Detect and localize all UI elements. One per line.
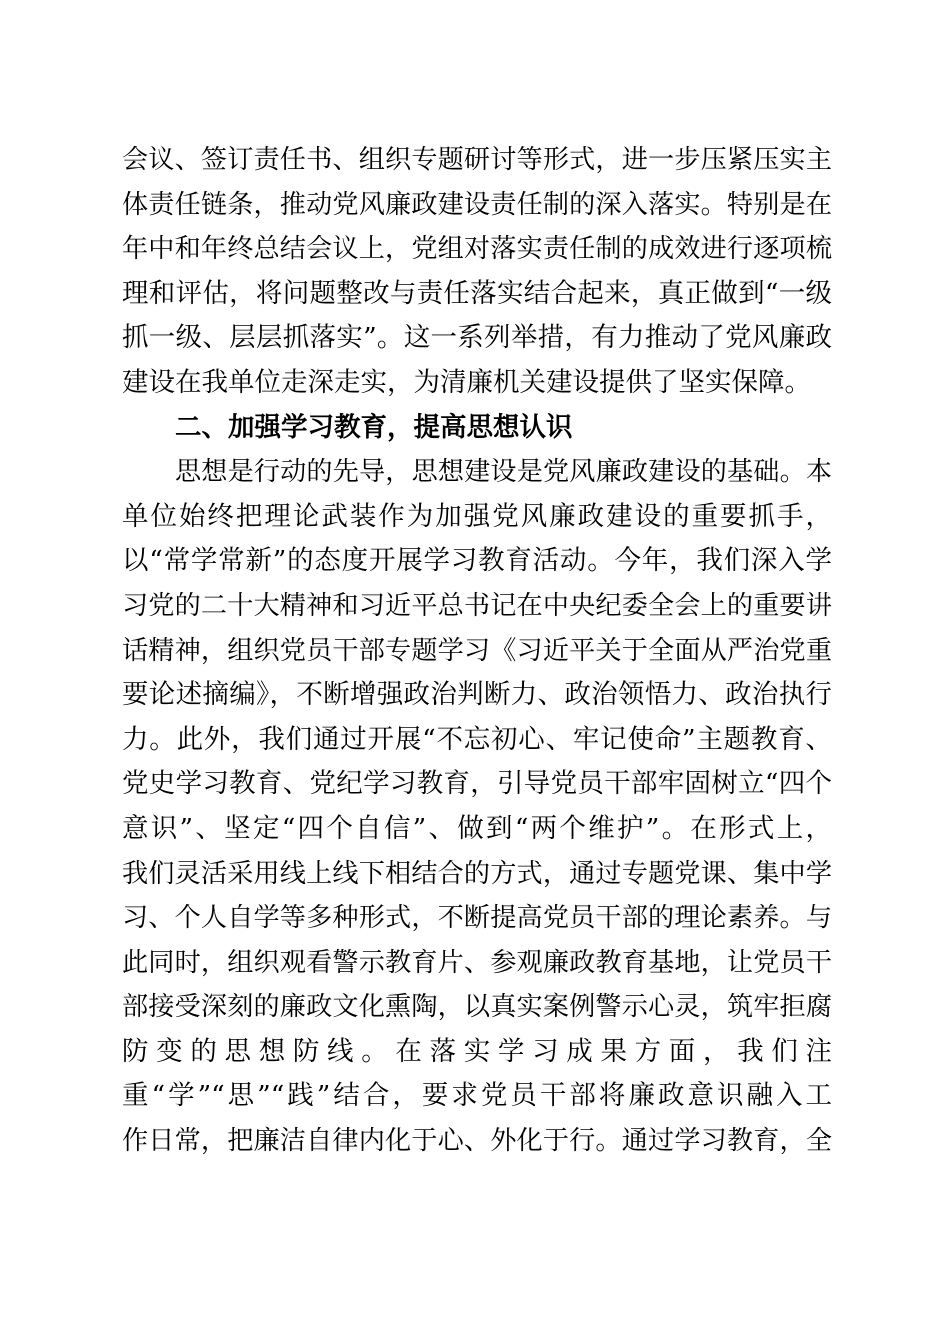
text-line: 建设在我单位走深走实，为清廉机关建设提供了坚实保障。 (122, 366, 811, 398)
text-line: 单位始终把理论武装作为加强党风廉政建设的重要抓手， (122, 500, 832, 532)
text-line: 会议、签订责任书、组织专题研讨等形式，进一步压紧压实主 (122, 145, 832, 175)
text-line: 理和评估，将问题整改与责任落实结合起来，真正做到“一级 (122, 277, 832, 309)
paragraph-study-education (122, 450, 832, 1164)
text-line: 习、个人自学等多种形式，不断提高党员干部的理论素养。与 (122, 903, 832, 934)
text-line: 意识”、坚定“四个自信”、做到“两个维护”。在形式上， (122, 812, 832, 844)
text-line: 要论述摘编》，不断增强政治判断力、政治领悟力、政治执行 (122, 679, 832, 711)
text-line: 重“学”“思”“践”结合，要求党员干部将廉政意识融入工 (122, 1080, 832, 1112)
text-line: 年中和年终总结会议上，党组对落实责任制的成效进行逐项梳 (122, 234, 832, 265)
text-line: 习党的二十大精神和习近平总书记在中央纪委全会上的重要讲 (122, 590, 832, 621)
text-line: 以“常学常新”的态度开展学习教育活动。今年，我们深入学 (122, 545, 832, 577)
text-line: 党史学习教育、党纪学习教育，引导党员干部牢固树立“四个 (122, 768, 832, 800)
text-line: 部接受深刻的廉政文化熏陶，以真实案例警示心灵，筑牢拒腐 (122, 992, 832, 1023)
text-line: 体责任链条，推动党风廉政建设责任制的深入落实。特别是在 (122, 189, 832, 220)
text-line: 思想是行动的先导，思想建设是党风廉政建设的基础。本 (175, 457, 832, 488)
text-line: 力。此外，我们通过开展“不忘初心、牢记使命”主题教育、 (122, 723, 832, 755)
text-line: 我们灵活采用线上线下相结合的方式，通过专题党课、集中学 (122, 858, 832, 889)
text-line: 作日常，把廉洁自律内化于心、外化于行。通过学习教育，全 (122, 1126, 832, 1157)
text-line: 此同时，组织观看警示教育片、参观廉政教育基地，让党员干 (122, 947, 832, 978)
paragraph-continued (122, 138, 832, 406)
section-heading: 二、加强学习教育，提高思想认识 (175, 411, 573, 443)
document-body (122, 138, 832, 1164)
text-line: 防变的思想防线。在落实学习成果方面，我们注 (122, 1035, 832, 1067)
text-line: 话精神，组织党员干部专题学习《习近平关于全面从严治党重 (122, 635, 832, 666)
text-line: 抓一级、层层抓落实”。这一系列举措，有力推动了党风廉政 (122, 322, 832, 354)
